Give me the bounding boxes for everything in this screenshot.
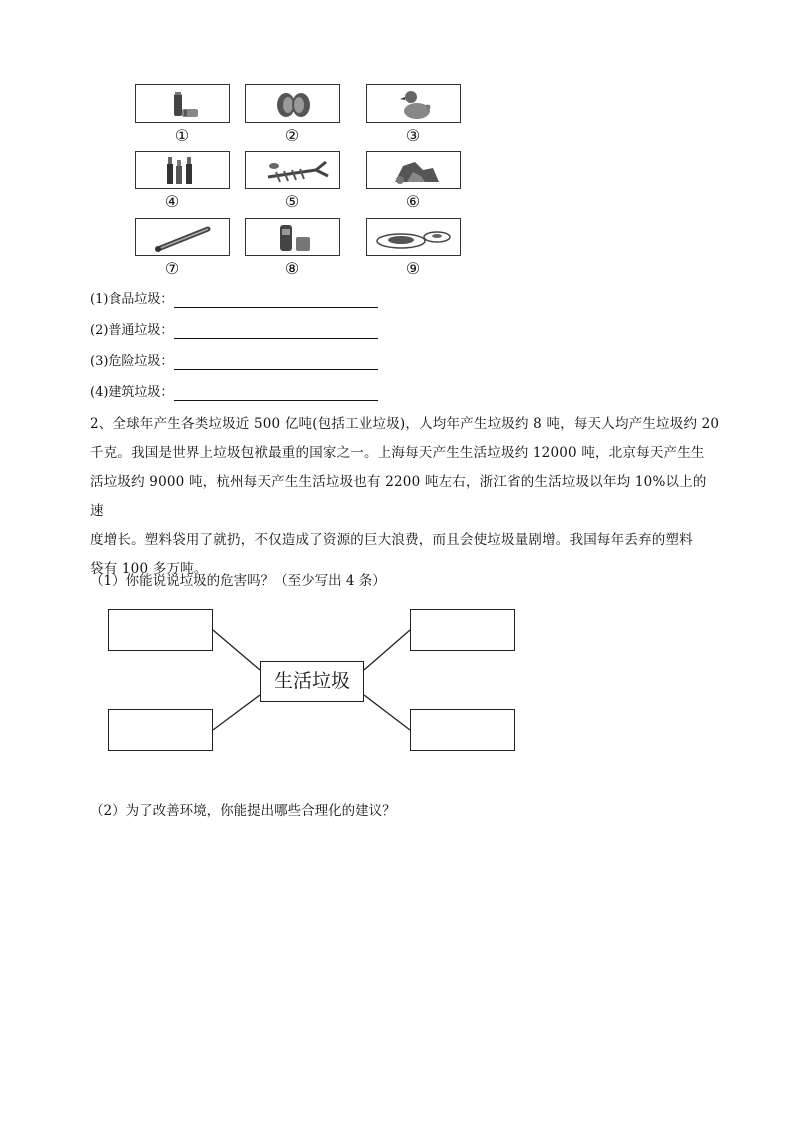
picture-label: ⑦ [164, 259, 180, 278]
blank-label: (1)食品垃圾： [90, 292, 174, 307]
blank-label: (4)建筑垃圾： [90, 385, 174, 400]
harm-box-bottom-right[interactable] [410, 709, 515, 751]
diagram-center-label: 生活垃圾 [260, 661, 364, 702]
harm-box-top-left[interactable] [108, 609, 213, 651]
picture-label: ⑤ [284, 192, 300, 211]
blank-label: (3)危险垃圾： [90, 354, 174, 369]
harm-box-bottom-left[interactable] [108, 709, 213, 751]
picture-label: ⑥ [405, 192, 421, 211]
paragraph-line: 度增长。塑料袋用了就扔，不仅造成了资源的巨大浪费，而且会使垃圾量剧增。我国每年丢弃的塑料 [90, 532, 693, 548]
paragraph-line: 2、全球年产生各类垃圾近 500 亿吨(包括工业垃圾)，人均年产生垃圾约 8 吨，每天人均产生垃圾约 20 [90, 416, 720, 432]
harm-box-top-right[interactable] [410, 609, 515, 651]
sub-question-2: （2）为了改善环境，你能提出哪些合理化的建议？ [90, 803, 396, 819]
picture-label: ⑧ [284, 259, 300, 278]
picture-label: ⑨ [405, 259, 421, 278]
paragraph-line: 活垃圾约 9000 吨，杭州每天产生生活垃圾也有 2200 吨左右，浙江省的生活垃圾以年均 10%以上的速 [90, 474, 707, 519]
picture-label: ④ [164, 192, 180, 211]
paragraph-line: 千克。我国是世界上垃圾包袱最重的国家之一。上海每天产生生活垃圾约 12000 吨，北京每天产生生 [90, 445, 705, 461]
picture-label: ③ [405, 126, 421, 145]
paragraph-line: 袋有 100 多万吨。 [90, 561, 208, 577]
picture-label: ① [174, 126, 190, 145]
blank-label: (2)普通垃圾： [90, 323, 174, 338]
sub-question-1: （1）你能说说垃圾的危害吗？（至少写出 4 条） [90, 573, 386, 589]
picture-label: ② [284, 126, 300, 145]
